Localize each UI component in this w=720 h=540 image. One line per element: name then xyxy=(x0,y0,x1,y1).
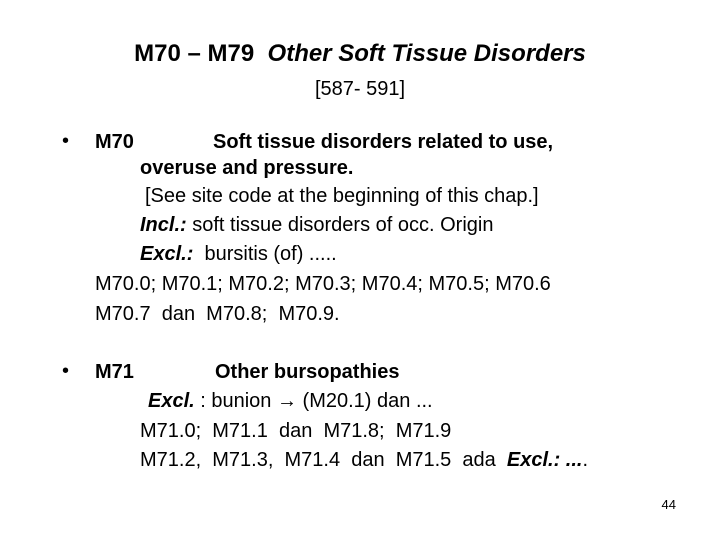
excl-text-a: : bunion xyxy=(194,390,277,412)
heading-m70: Soft tissue disorders related to use, xyxy=(213,131,554,153)
code-m70: M70 xyxy=(95,131,134,153)
codes-m70-line1: M70.0; M70.1; M70.2; M70.3; M70.4; M70.5; M70.6 xyxy=(95,273,551,295)
codes-m70-line2: M70.7 dan M70.8; M70.9. xyxy=(95,303,340,325)
excl-inline: Excl.: ... xyxy=(506,449,583,471)
bullet-m71: • xyxy=(62,360,70,382)
heading-m71: Other bursopathies xyxy=(215,361,400,383)
title-name: Other Soft Tissue Disorders xyxy=(267,40,586,67)
excl-text-b: (M20.1) dan ... xyxy=(297,390,433,412)
excl-m70 xyxy=(140,242,337,266)
page-range: [587- 591] xyxy=(314,78,406,100)
codes-m71-line1: M71.0; M71.1 dan M71.8; M71.9 xyxy=(140,420,452,442)
note-m70: [See site code at the beginning of this chap.] xyxy=(145,185,539,207)
arrow-right-icon: → xyxy=(277,390,297,412)
incl-label: Incl.: xyxy=(140,214,187,236)
code-m71: M71 xyxy=(95,361,134,383)
codes-m71-line2 xyxy=(140,448,588,472)
excl-text: bursitis (of) ..... xyxy=(193,243,337,265)
slide-title xyxy=(0,40,720,68)
incl-text: soft tissue disorders of occ. Origin xyxy=(186,214,494,236)
page-number: 44 xyxy=(661,497,676,512)
excl-label: Excl.: xyxy=(140,243,194,265)
bullet-m70: • xyxy=(62,130,70,152)
heading-m70-cont: overuse and pressure. xyxy=(140,157,354,179)
codes-text: M71.2, M71.3, M71.4 dan M71.5 ada xyxy=(140,449,507,471)
title-code: M70 – M79 xyxy=(134,40,255,67)
incl-m70 xyxy=(140,213,493,237)
codes-end: . xyxy=(582,449,589,471)
excl-label: Excl. xyxy=(148,390,195,412)
excl-m71 xyxy=(148,389,433,413)
